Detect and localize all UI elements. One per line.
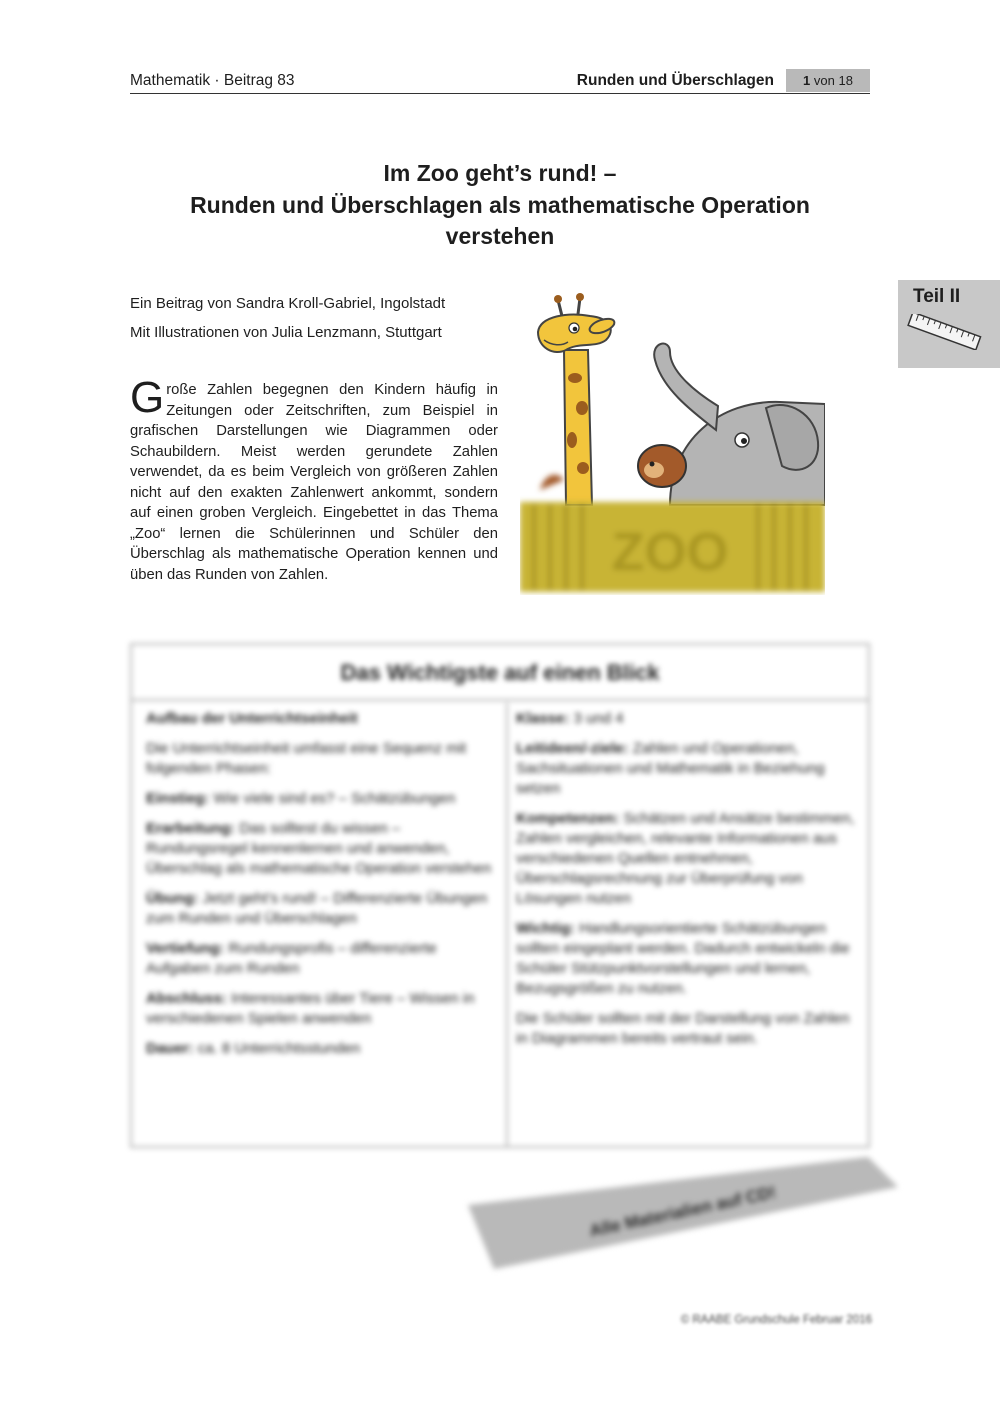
info-name: Klasse: (516, 710, 570, 727)
info-name: Wichtig: (516, 920, 576, 937)
info-item (516, 809, 860, 909)
phase-text: Rundungsprofis – differenzierte Aufgaben zum Runden (146, 940, 437, 977)
page-indicator (786, 69, 870, 92)
zoo-sign-text: ZOO (611, 522, 729, 582)
title-line-1: Im Zoo geht’s rund! – (383, 160, 617, 186)
page-total: von 18 (813, 73, 853, 88)
phase-name: Übung: (146, 890, 199, 907)
page-header (130, 68, 870, 94)
phase-text: ca. 8 Unterrichtsstunden (197, 1040, 361, 1057)
section-tab-label: Teil II (913, 286, 961, 307)
phase-text: Das solltest du wissen – Rundungsregel kennenlernen und anwenden, Überschlag als mathematische Operation verstehen (146, 820, 492, 877)
structure-intro: Die Unterrichtseinheit umfasst eine Sequenz mit folgenden Phasen: (146, 740, 467, 777)
info-text: Zahlen und Operationen, Sachsituationen und Mathematik in Beziehung setzen (516, 740, 825, 797)
phase-name: Erarbeitung: (146, 820, 236, 837)
subject-label: Mathematik · Beitrag 83 (130, 72, 295, 89)
info-text: Die Schüler sollten mit der Darstellung von Zahlen in Diagrammen bereits vertraut sein. (516, 1010, 850, 1047)
phase-text: Wie viele sind es? – Schätzübungen (213, 790, 456, 807)
summary-right-column (516, 709, 860, 1059)
phase-name: Vertiefung: (146, 940, 225, 957)
drop-cap: G (130, 373, 165, 422)
section-tab (898, 280, 1000, 368)
phase-text: Jetzt geht’s rund! – Differenzierte Übungen zum Runden und Überschlagen (146, 890, 488, 927)
phase-name: Dauer: (146, 1040, 194, 1057)
intro-paragraph (130, 373, 498, 585)
illustrator-line: Mit Illustrationen von Julia Lenzmann, Stuttgart (130, 324, 442, 341)
info-name: Leitideen/-ziele: (516, 740, 629, 757)
info-text: Handlungsorientierte Schätzübungen sollten eingeplant werden. Dadurch entwickeln die Schüler Stützpunktvorstellungen und lernen, Bezugsgrößen zu nutzen. (516, 920, 850, 997)
cd-materials-text: Alle Materialien auf CD! (587, 1182, 778, 1241)
phase-name: Einstieg: (146, 790, 210, 807)
phase-item (146, 939, 494, 979)
summary-box-heading: Das Wichtigste auf einen Blick (132, 645, 868, 701)
info-text: Schätzen und Ansätze bestimmen, Zahlen vergleichen, relevante Informationen aus verschiedenen Quellen entnehmen, Überschlagsrechnung zur Überprüfung von Lösungen nutzen (516, 810, 855, 907)
structure-title: Aufbau der Unterrichtseinheit (146, 710, 358, 727)
cd-materials-banner (468, 1153, 898, 1271)
summary-box (130, 643, 870, 1148)
title-line-2: Runden und Überschlagen als mathematische Operation (190, 191, 810, 218)
info-item (516, 919, 860, 999)
credits (130, 289, 445, 347)
column-divider (506, 703, 508, 1146)
phase-item (146, 789, 494, 809)
summary-left-column (146, 709, 494, 1069)
phase-item (146, 889, 494, 929)
ruler-icon (904, 314, 984, 350)
title-line-3: verstehen (445, 223, 555, 249)
phase-name: Abschluss: (146, 990, 227, 1007)
phase-item (146, 989, 494, 1029)
copyright-note: © RAABE Grundschule Februar 2016 (680, 1314, 872, 1326)
phase-item (146, 1039, 494, 1059)
zoo-animals-illustration (520, 290, 825, 595)
page-title (130, 158, 870, 253)
info-name: Kompetenzen: (516, 810, 620, 827)
phase-item (146, 819, 494, 879)
phase-text: Interessantes über Tiere – Wissen in verschiedenen Spielen anwenden (146, 990, 475, 1027)
info-text: 3 und 4 (573, 710, 624, 727)
info-item (516, 1009, 860, 1049)
page-current: 1 (803, 73, 811, 88)
info-item (516, 709, 860, 729)
topic-label: Runden und Überschlagen (576, 72, 774, 89)
author-line: Ein Beitrag von Sandra Kroll-Gabriel, Ingolstadt (130, 295, 446, 312)
info-item (516, 739, 860, 799)
intro-text: roße Zahlen begegnen den Kindern häufig in Zeitungen oder Zeitschriften, zum Beispiel in grafischen Darstellungen wie Diagrammen oder Schaubildern. Meist werden gerundete Zahlen verwendet, da es beim Vergleich von größeren Zahlen nicht auf den exakten Zahlenwert ankommt, sondern auf einen groben Vergleich. Eingebettet in das Thema „Zoo“ lernen die Schülerinnen und Schüler den Überschlag als mathematische Operation kennen und üben das Runden von Zahlen. (130, 382, 498, 583)
